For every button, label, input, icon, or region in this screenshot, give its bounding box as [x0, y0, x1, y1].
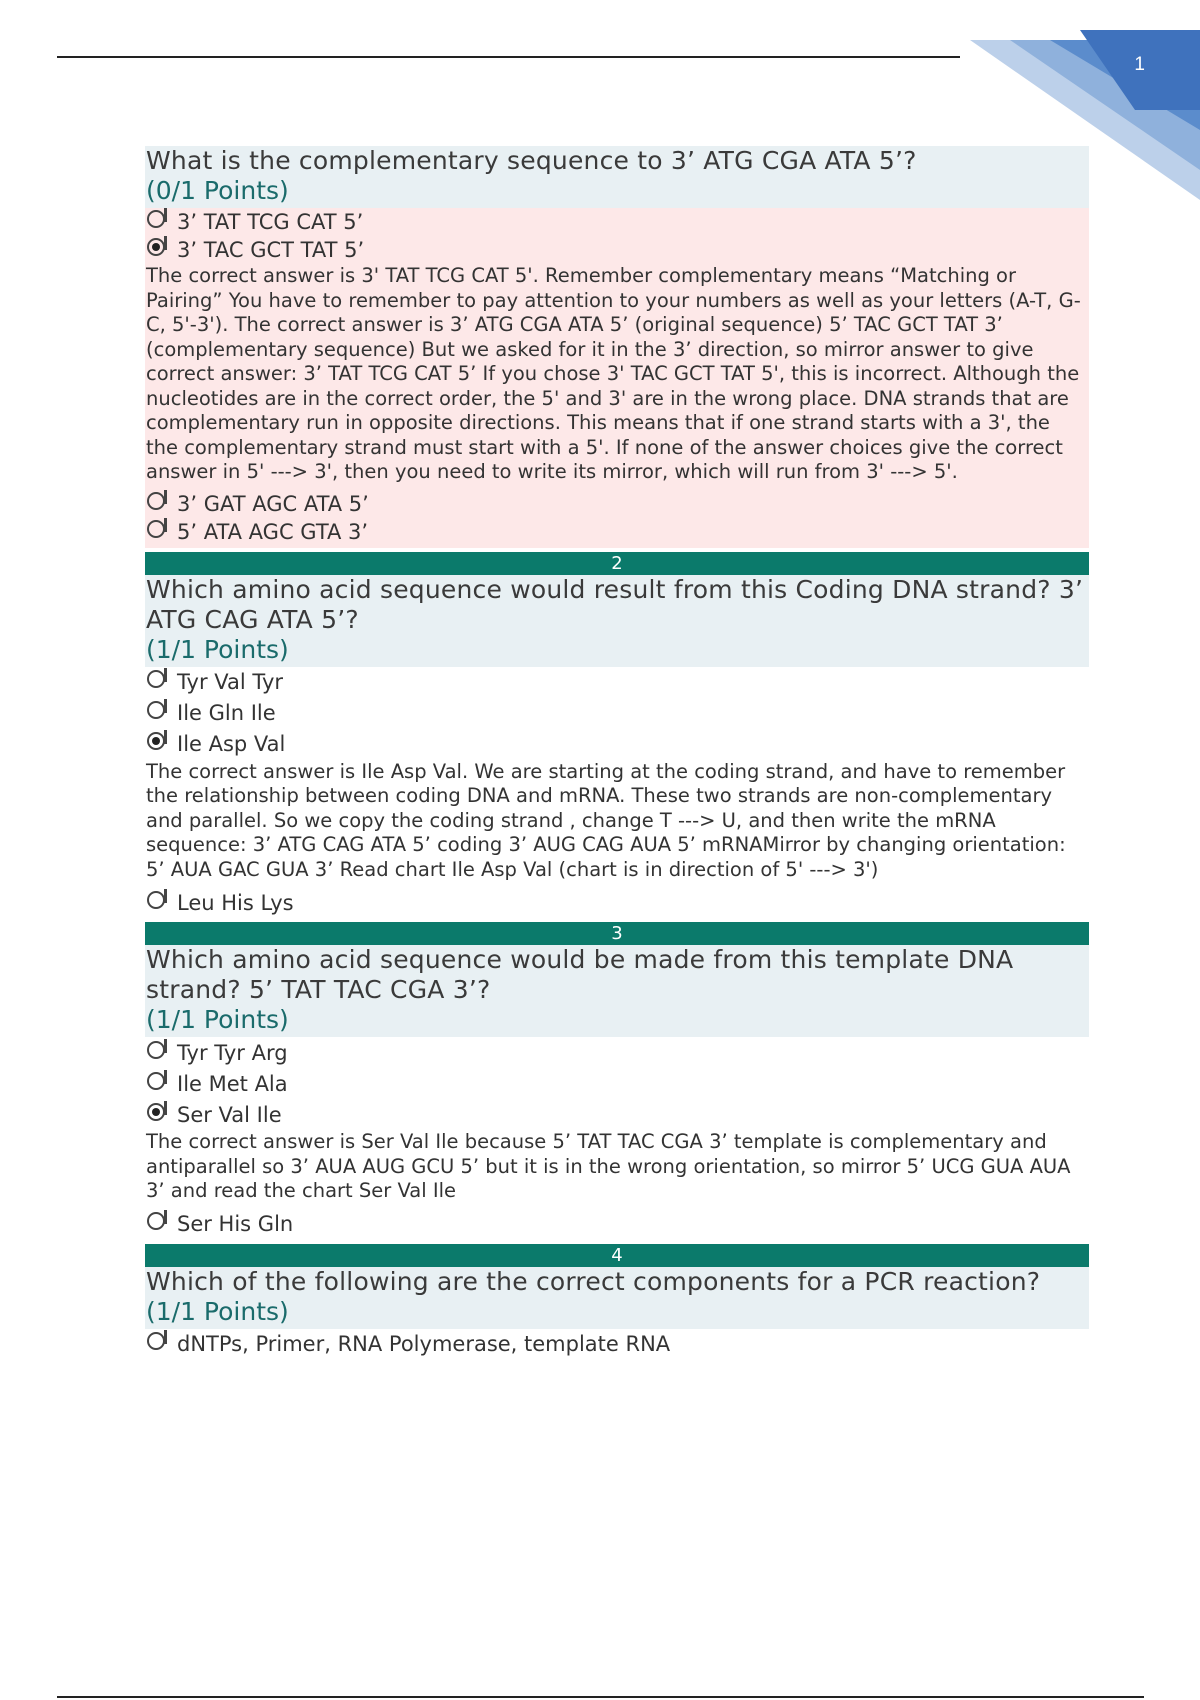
answer-option[interactable] — [145, 698, 1089, 729]
option-label: 3’ TAT TCG CAT 5’ — [177, 210, 364, 234]
radio-icon[interactable] — [147, 210, 165, 228]
answer-option[interactable] — [145, 1209, 1089, 1240]
question-number-bar: 3 — [145, 922, 1089, 945]
radio-icon[interactable] — [147, 670, 165, 688]
answer-option[interactable] — [145, 667, 1089, 698]
radio-icon[interactable] — [147, 1212, 165, 1230]
radio-selected-icon[interactable] — [147, 732, 165, 750]
radio-icon[interactable] — [147, 520, 165, 538]
question-1 — [145, 146, 1089, 548]
answer-option[interactable] — [145, 1068, 1089, 1099]
radio-icon[interactable] — [147, 1332, 165, 1350]
footer-rule — [57, 1696, 1144, 1698]
question-text: Which amino acid sequence would result from this Coding DNA strand? 3’ ATG CAG ATA 5’? — [146, 574, 1084, 634]
answer-option[interactable] — [145, 208, 1089, 236]
answer-feedback: The correct answer is 3' TAT TCG CAT 5'. Remember complementary means “Matching or Pairing” You have to remember to pay attention to your numbers as well as your letters (A-T, G-C, 5'-3'). The correct answer is 3’ ATG CGA ATA 5’ (original sequence) 5’ TAC GCT TAT 3’ (complementary sequence) But we asked for it in the 3’ direction, so mirror answer to give correct answer: 3’ TAT TCG CAT 5’ If you chose 3' TAC GCT TAT 5', this is incorrect. Although the nucleotides are in the correct order, the 5' and 3' are in the wrong place. DNA strands that are complementary run in opposite directions. This means that if one strand starts with a 3', the the complementary strand must start with a 5'. If none of the answer choices give the correct answer in 5' ---> 3', then you need to write its mirror, which will run from 3' ---> 5'. — [146, 264, 1081, 483]
option-label: Ile Met Ala — [177, 1071, 288, 1096]
option-label: dNTPs, Primer, RNA Polymerase, template RNA — [177, 1332, 671, 1356]
question-2 — [145, 552, 1089, 919]
radio-icon[interactable] — [147, 1041, 165, 1059]
radio-selected-icon[interactable] — [147, 238, 165, 256]
question-header — [145, 945, 1089, 1037]
option-label: Tyr Val Tyr — [177, 670, 284, 694]
option-label: Ile Asp Val — [177, 732, 286, 756]
question-points: (1/1 Points) — [146, 1296, 289, 1326]
option-label: Ile Gln Ile — [177, 701, 276, 725]
radio-icon[interactable] — [147, 492, 165, 510]
header-rule — [57, 56, 960, 58]
radio-icon[interactable] — [147, 891, 165, 909]
answer-option[interactable] — [145, 490, 1089, 518]
answer-option[interactable] — [145, 1329, 1089, 1360]
option-label: Tyr Tyr Arg — [177, 1040, 288, 1065]
radio-icon[interactable] — [147, 1072, 165, 1090]
question-number-bar: 4 — [145, 1244, 1089, 1267]
question-header — [145, 146, 1089, 208]
option-label: Leu His Lys — [177, 890, 294, 915]
question-text: Which of the following are the correct components for a PCR reaction? — [146, 1266, 1041, 1296]
option-label: 5’ ATA AGC GTA 3’ — [177, 519, 369, 544]
answer-feedback: The correct answer is Ile Asp Val. We are starting at the coding strand, and have to remember the relationship between coding DNA and mRNA. These two strands are non-complementary and parallel. So we copy the coding strand , change T ---> U, and then write the mRNA sequence: 3’ ATG CAG ATA 5’ coding 3’ AUG CAG AUA 5’ mRNAMirror by changing orientation: 5’ AUA GAC GUA 3’ Read chart Ile Asp Val (chart is in direction of 5' ---> 3') — [146, 759, 1066, 881]
question-number-bar: 2 — [145, 552, 1089, 575]
radio-selected-icon[interactable] — [147, 1103, 165, 1121]
option-label: Ser Val Ile — [177, 1102, 282, 1127]
answer-option-selected[interactable] — [145, 729, 1089, 760]
answer-option[interactable] — [145, 518, 1089, 546]
option-label: 3’ TAC GCT TAT 5’ — [177, 238, 365, 262]
option-label: 3’ GAT AGC ATA 5’ — [177, 491, 369, 516]
answer-option[interactable] — [145, 887, 1089, 918]
question-text: Which amino acid sequence would be made from this template DNA strand? 5’ TAT TAC CGA 3’? — [146, 945, 1014, 1004]
question-3 — [145, 922, 1089, 1240]
question-text: What is the complementary sequence to 3’ ATG CGA ATA 5’? — [146, 146, 917, 175]
question-4 — [145, 1244, 1089, 1360]
answer-option-selected[interactable] — [145, 236, 1089, 264]
radio-icon[interactable] — [147, 701, 165, 719]
answer-feedback: The correct answer is Ser Val Ile because 5’ TAT TAC CGA 3’ template is complementary and antiparallel so 3’ AUA AUG GCU 5’ but it is in the wrong orientation, so mirror 5’ UCG GUA AUA 3’ and read the chart Ser Val Ile — [146, 1130, 1071, 1202]
answer-option-selected[interactable] — [145, 1099, 1089, 1130]
question-points: (1/1 Points) — [146, 634, 289, 664]
question-header — [145, 575, 1089, 667]
answer-option[interactable] — [145, 1037, 1089, 1068]
question-points: (0/1 Points) — [146, 176, 289, 205]
answer-area-incorrect — [145, 208, 1089, 548]
question-header — [145, 1267, 1089, 1329]
question-points: (1/1 Points) — [146, 1005, 289, 1034]
option-label: Ser His Gln — [177, 1212, 294, 1236]
page-number: 1 — [1134, 54, 1145, 75]
quiz-content — [145, 146, 1089, 1360]
